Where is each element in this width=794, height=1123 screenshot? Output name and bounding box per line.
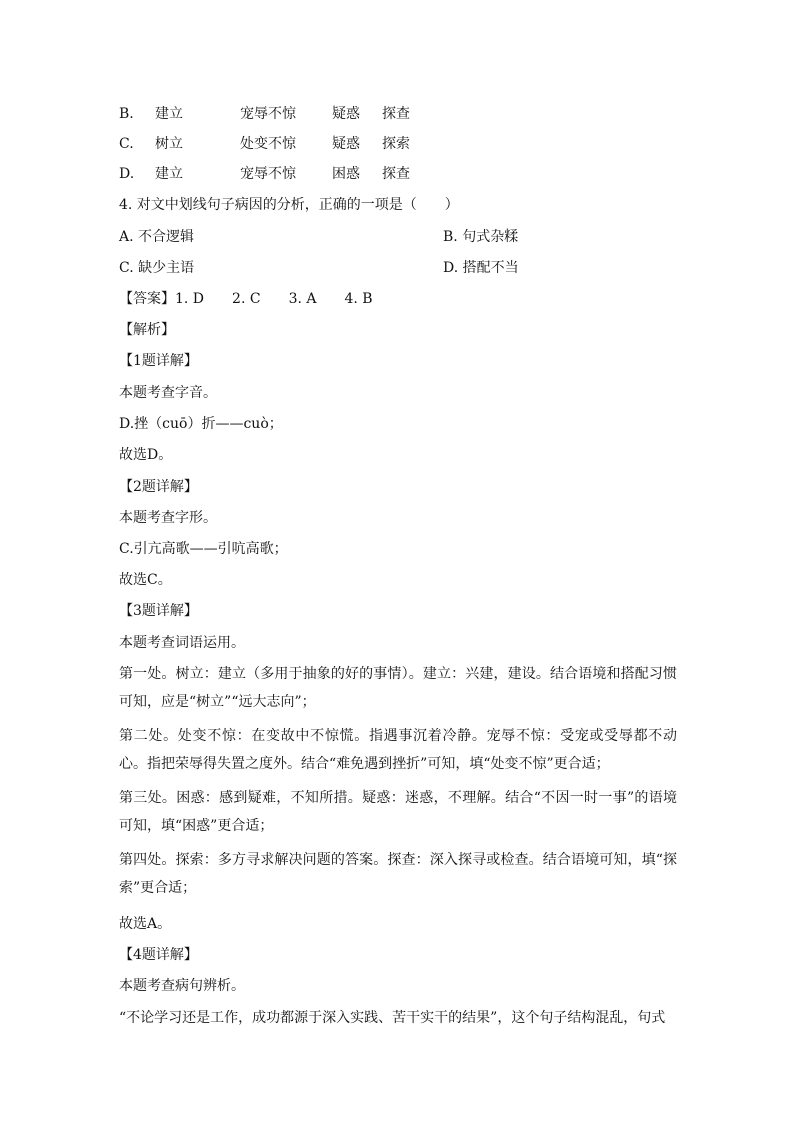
option-label: D. xyxy=(119,166,135,182)
q4-option-b: B. 句式杂糅 xyxy=(443,229,519,245)
q1-line: 本题考查字音。 xyxy=(119,385,217,401)
question-4-stem: 4. 对文中划线句子病因的分析，正确的一项是（ ） xyxy=(119,197,459,213)
option-word: 建立 xyxy=(155,166,183,182)
q4-detail-heading: 【4题详解】 xyxy=(119,947,198,963)
option-word: 疑惑 xyxy=(332,136,360,152)
q1-line: 故选D。 xyxy=(119,447,173,463)
option-row-c xyxy=(119,134,410,154)
option-word: 建立 xyxy=(155,106,183,122)
q1-detail-heading: 【1题详解】 xyxy=(119,353,198,369)
option-word: 探索 xyxy=(382,136,410,152)
option-row-d xyxy=(119,164,410,184)
q4-option-d: D. 搭配不当 xyxy=(443,260,519,276)
q3-intro: 本题考查词语运用。 xyxy=(119,635,245,651)
option-word: 树立 xyxy=(155,136,183,152)
answer-item: 4. B xyxy=(344,291,373,307)
q3-paragraph-3: 第三处。困惑：感到疑难，不知所措。疑惑：迷惑，不理解。结合“不因一时一事”的语境可知，填“困惑”更合适； xyxy=(119,790,677,834)
q3-detail-heading: 【3题详解】 xyxy=(119,603,198,619)
q2-line: C.引亢高歌——引吭高歌； xyxy=(119,541,288,557)
option-word: 探查 xyxy=(382,166,410,182)
answer-line xyxy=(119,289,373,309)
q4-paragraph-1: “不论学习还是工作，成功都源于深入实践、苦干实干的结果”，这个句子结构混乱，句式 xyxy=(119,1010,666,1026)
option-label: C. xyxy=(119,136,134,152)
option-word: 宠辱不惊 xyxy=(240,166,296,182)
q3-paragraph-1: 第一处。树立：建立（多用于抽象的好的事情）。建立：兴建，建设。结合语境和搭配习惯可知，应是“树立”“远大志向”； xyxy=(119,666,677,710)
option-row-b xyxy=(119,104,410,124)
q1-line: D.挫（cuō）折——cuò； xyxy=(119,416,283,432)
option-word: 宠辱不惊 xyxy=(240,106,296,122)
q3-paragraph-2: 第二处。处变不惊：在变故中不惊慌。指遇事沉着冷静。宠辱不惊：受宠或受辱都不动心。指把荣辱得失置之度外。结合“难免遇到挫折”可知，填“处变不惊”更合适； xyxy=(119,728,677,772)
answer-item: 2. C xyxy=(232,291,261,307)
q4-intro: 本题考查病句辨析。 xyxy=(119,978,245,994)
answer-label: 【答案】 xyxy=(119,291,175,307)
q4-option-c: C. 缺少主语 xyxy=(119,260,195,276)
option-word: 疑惑 xyxy=(332,106,360,122)
analysis-heading: 【解析】 xyxy=(119,322,175,338)
option-word: 处变不惊 xyxy=(240,136,296,152)
answer-item: 1. D xyxy=(175,291,205,307)
q4-option-a: A. 不合逻辑 xyxy=(119,229,195,245)
q2-line: 故选C。 xyxy=(119,572,172,588)
q2-line: 本题考查字形。 xyxy=(119,510,217,526)
option-word: 困惑 xyxy=(332,166,360,182)
q3-paragraph-4: 第四处。探索：多方寻求解决问题的答案。探查：深入探寻或检查。结合语境可知，填“探索”更合适； xyxy=(119,852,677,896)
q2-detail-heading: 【2题详解】 xyxy=(119,479,198,495)
answer-item: 3. A xyxy=(288,291,317,307)
q3-conclusion: 故选A。 xyxy=(119,916,172,932)
option-label: B. xyxy=(119,106,134,122)
option-word: 探查 xyxy=(382,106,410,122)
